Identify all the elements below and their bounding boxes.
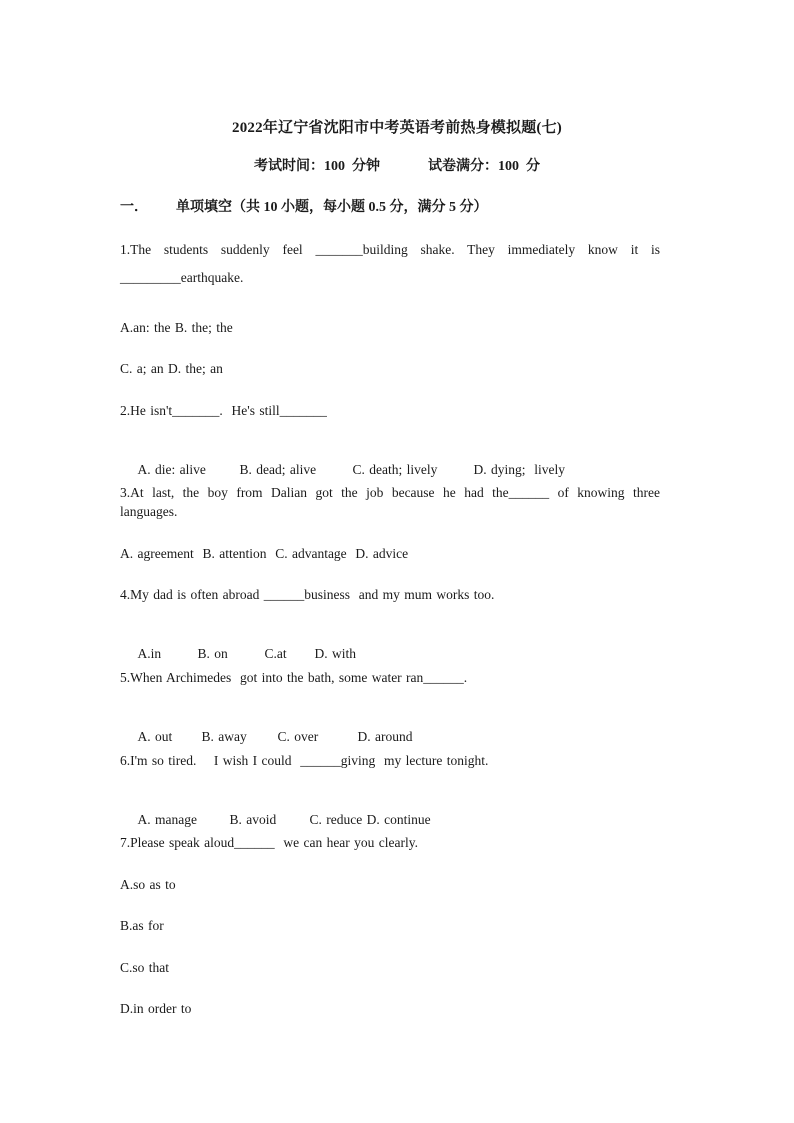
question-6-stem: 6.I'm so tired. I wish I could ______giving my lecture tonight. bbox=[120, 753, 489, 768]
document-title: 2022年辽宁省沈阳市中考英语考前热身模拟题(七) bbox=[232, 120, 562, 136]
question-4-stem: 4.My dad is often abroad ______business and my mum works too. bbox=[120, 587, 495, 602]
question-7-option-c: C.so that bbox=[120, 960, 170, 975]
question-7-stem: 7.Please speak aloud______ we can hear you clearly. bbox=[120, 835, 419, 850]
question-1-stem-line-1: 1.The students suddenly feel _______building shake. They immediately know it is bbox=[120, 242, 660, 257]
question-1-options-cd: C. a; an D. the; an bbox=[120, 361, 223, 376]
question-5-stem: 5.When Archimedes got into the bath, some water ran______. bbox=[120, 670, 468, 685]
option-d: D. dying; lively bbox=[473, 462, 565, 477]
option-c: C. death; lively bbox=[352, 462, 438, 477]
option-b: B. on bbox=[197, 646, 228, 661]
option-a: A.in bbox=[137, 646, 162, 661]
question-3-options: A. agreement B. attention C. advantage D. advice bbox=[120, 546, 409, 561]
question-7-option-d: D.in order to bbox=[120, 1001, 192, 1016]
question-1-options-ab: A.an: the B. the; the bbox=[120, 320, 233, 335]
exam-time: 考试时间：100 分钟 bbox=[254, 159, 380, 174]
option-d: D. with bbox=[314, 646, 356, 661]
question-3-stem-line-1: 3.At last, the boy from Dalian got the job because he had the______ of knowing three bbox=[120, 485, 660, 500]
option-d: D. around bbox=[357, 729, 413, 744]
question-2-stem: 2.He isn't_______. He's still_______ bbox=[120, 403, 327, 418]
question-7-option-b: B.as for bbox=[120, 918, 164, 933]
question-1-stem-line-2: _________earthquake. bbox=[120, 270, 244, 285]
option-c: C. over bbox=[277, 729, 319, 744]
option-b: B. avoid bbox=[229, 812, 277, 827]
option-a: A. manage bbox=[137, 812, 197, 827]
section-heading bbox=[120, 196, 488, 216]
exam-info bbox=[0, 155, 794, 175]
option-a: A. out bbox=[137, 729, 173, 744]
section-number: 一． bbox=[120, 200, 148, 215]
option-c: C.at bbox=[264, 646, 287, 661]
section-title: 单项填空（共 10 小题，每小题 0.5 分，满分 5 分） bbox=[176, 200, 488, 215]
exam-full-score: 试卷满分：100 分 bbox=[428, 159, 540, 174]
option-cd: C. reduce D. continue bbox=[309, 812, 431, 827]
question-7-option-a: A.so as to bbox=[120, 877, 176, 892]
question-3-stem-line-2: languages. bbox=[120, 504, 178, 519]
option-b: B. away bbox=[201, 729, 247, 744]
option-a: A. die: alive bbox=[137, 462, 206, 477]
option-b: B. dead; alive bbox=[239, 462, 317, 477]
